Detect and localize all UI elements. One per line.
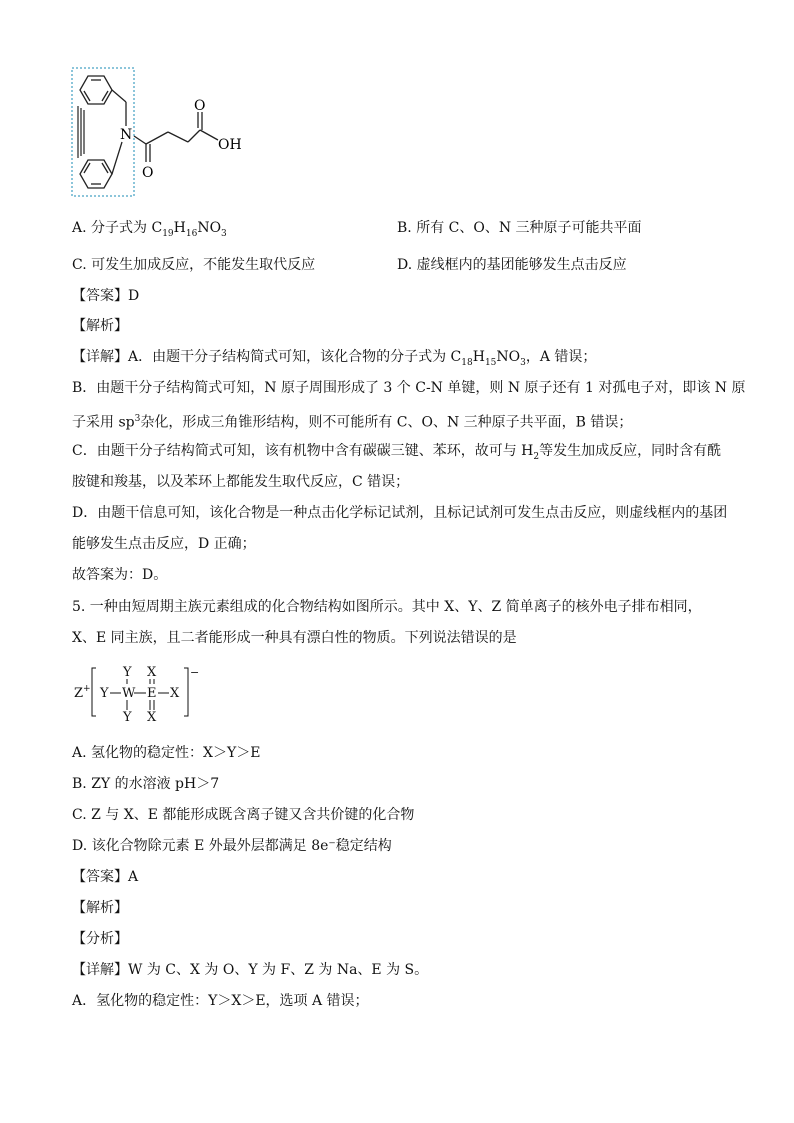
q5-option-b: B. ZY 的水溶液 pH＞7	[72, 776, 220, 792]
q4-option-d: D. 虚线框内的基团能够发生点击反应	[397, 257, 627, 273]
cation-z: Z	[74, 686, 84, 701]
alkyne-triple-bond	[78, 106, 84, 158]
q5-answer: 【答案】A	[72, 869, 139, 885]
anion-charge: −	[190, 666, 200, 679]
molecule-structure	[66, 62, 256, 202]
q5-analysis-subheading: 【分析】	[72, 931, 128, 947]
top-benzene-ring	[80, 76, 112, 104]
q4-answer: 【答案】D	[72, 288, 140, 304]
q4-detail-b-line2: 子采用 $sp^3$杂化，形成三角锥形结构，则不可能所有 C、O、N 三种原子共平面，B 错误；	[72, 414, 633, 431]
q5-stem-line1: 5. 一种由短周期主族元素组成的化合物结构如图所示。其中 X、Y、Z 简单离子的核外电子排布相同，	[72, 599, 702, 615]
q4-detail-a: 【详解】A．由题干分子结构简式可知，该化合物的分子式为 $C_{18}H_{15}NO_3$，A 错误；	[72, 349, 597, 368]
nitrogen-label: N	[120, 127, 133, 143]
q4-detail-d-line2: 能够发生点击反应，D 正确；	[72, 536, 256, 552]
q5-detail-line1: 【详解】W 为 C、X 为 O、Y 为 F、Z 为 Na、E 为 S。	[72, 962, 429, 978]
bottom-benzene-ring	[80, 160, 112, 188]
q4-conclusion: 故答案为：D。	[72, 567, 168, 583]
hydroxyl-label: OH	[218, 137, 242, 153]
q5-option-d: D. 该化合物除元素 E 外最外层都满足 8e⁻稳定结构	[72, 838, 392, 854]
q5-option-c: C. Z 与 X、E 都能形成既含离子键又含共价键的化合物	[72, 807, 415, 823]
q5-stem-line2: X、E 同主族，且二者能形成一种具有漂白性的物质。下列说法错误的是	[72, 630, 517, 646]
carbonyl-oxygen-top: O	[194, 98, 206, 114]
cation-charge: +	[83, 684, 91, 694]
q5-structure-formula	[72, 660, 212, 726]
q4-detail-c-line1: C．由题干分子结构简式可知，该有机物中含有碳碳三键、苯环，故可与 $H_2$等发生加成反应，同时含有酰	[72, 443, 722, 462]
q4-option-b: B. 所有 C、O、N 三种原子可能共平面	[397, 220, 642, 236]
x-bottom: X	[147, 710, 157, 725]
y-left: Y	[100, 686, 109, 701]
q4-analysis-heading: 【解析】	[72, 318, 128, 334]
y-top: Y	[123, 665, 132, 680]
y-bottom: Y	[123, 710, 132, 725]
e-atom: E	[147, 686, 157, 701]
x-right: X	[170, 686, 180, 701]
q4-detail-d-line1: D．由题干信息可知，该化合物是一种点击化学标记试剂，且标记试剂可发生点击反应，则虚线框内的基团	[72, 505, 728, 521]
q4-detail-c-line2: 胺键和羧基，以及苯环上都能发生取代反应，C 错误；	[72, 474, 410, 490]
q5-analysis-heading: 【解析】	[72, 900, 128, 916]
q4-option-a: A. 分子式为 $C_{19}H_{16}NO_3$	[72, 220, 227, 239]
q4-detail-b-line1: B．由题干分子结构简式可知，N 原子周围形成了 3 个 C-N 单键，则 N 原子还有 1 对孤电子对，即该 N 原	[72, 380, 746, 396]
w-atom: W	[122, 686, 136, 701]
carbonyl-oxygen-bottom: O	[142, 165, 154, 181]
q5-option-a: A. 氢化物的稳定性：X＞Y＞E	[72, 745, 261, 761]
x-top: X	[147, 665, 157, 680]
q5-detail-a: A．氢化物的稳定性：Y＞X＞E，选项 A 错误；	[72, 993, 369, 1009]
side-chain	[134, 112, 218, 162]
q4-option-c: C. 可发生加成反应，不能发生取代反应	[72, 257, 316, 273]
